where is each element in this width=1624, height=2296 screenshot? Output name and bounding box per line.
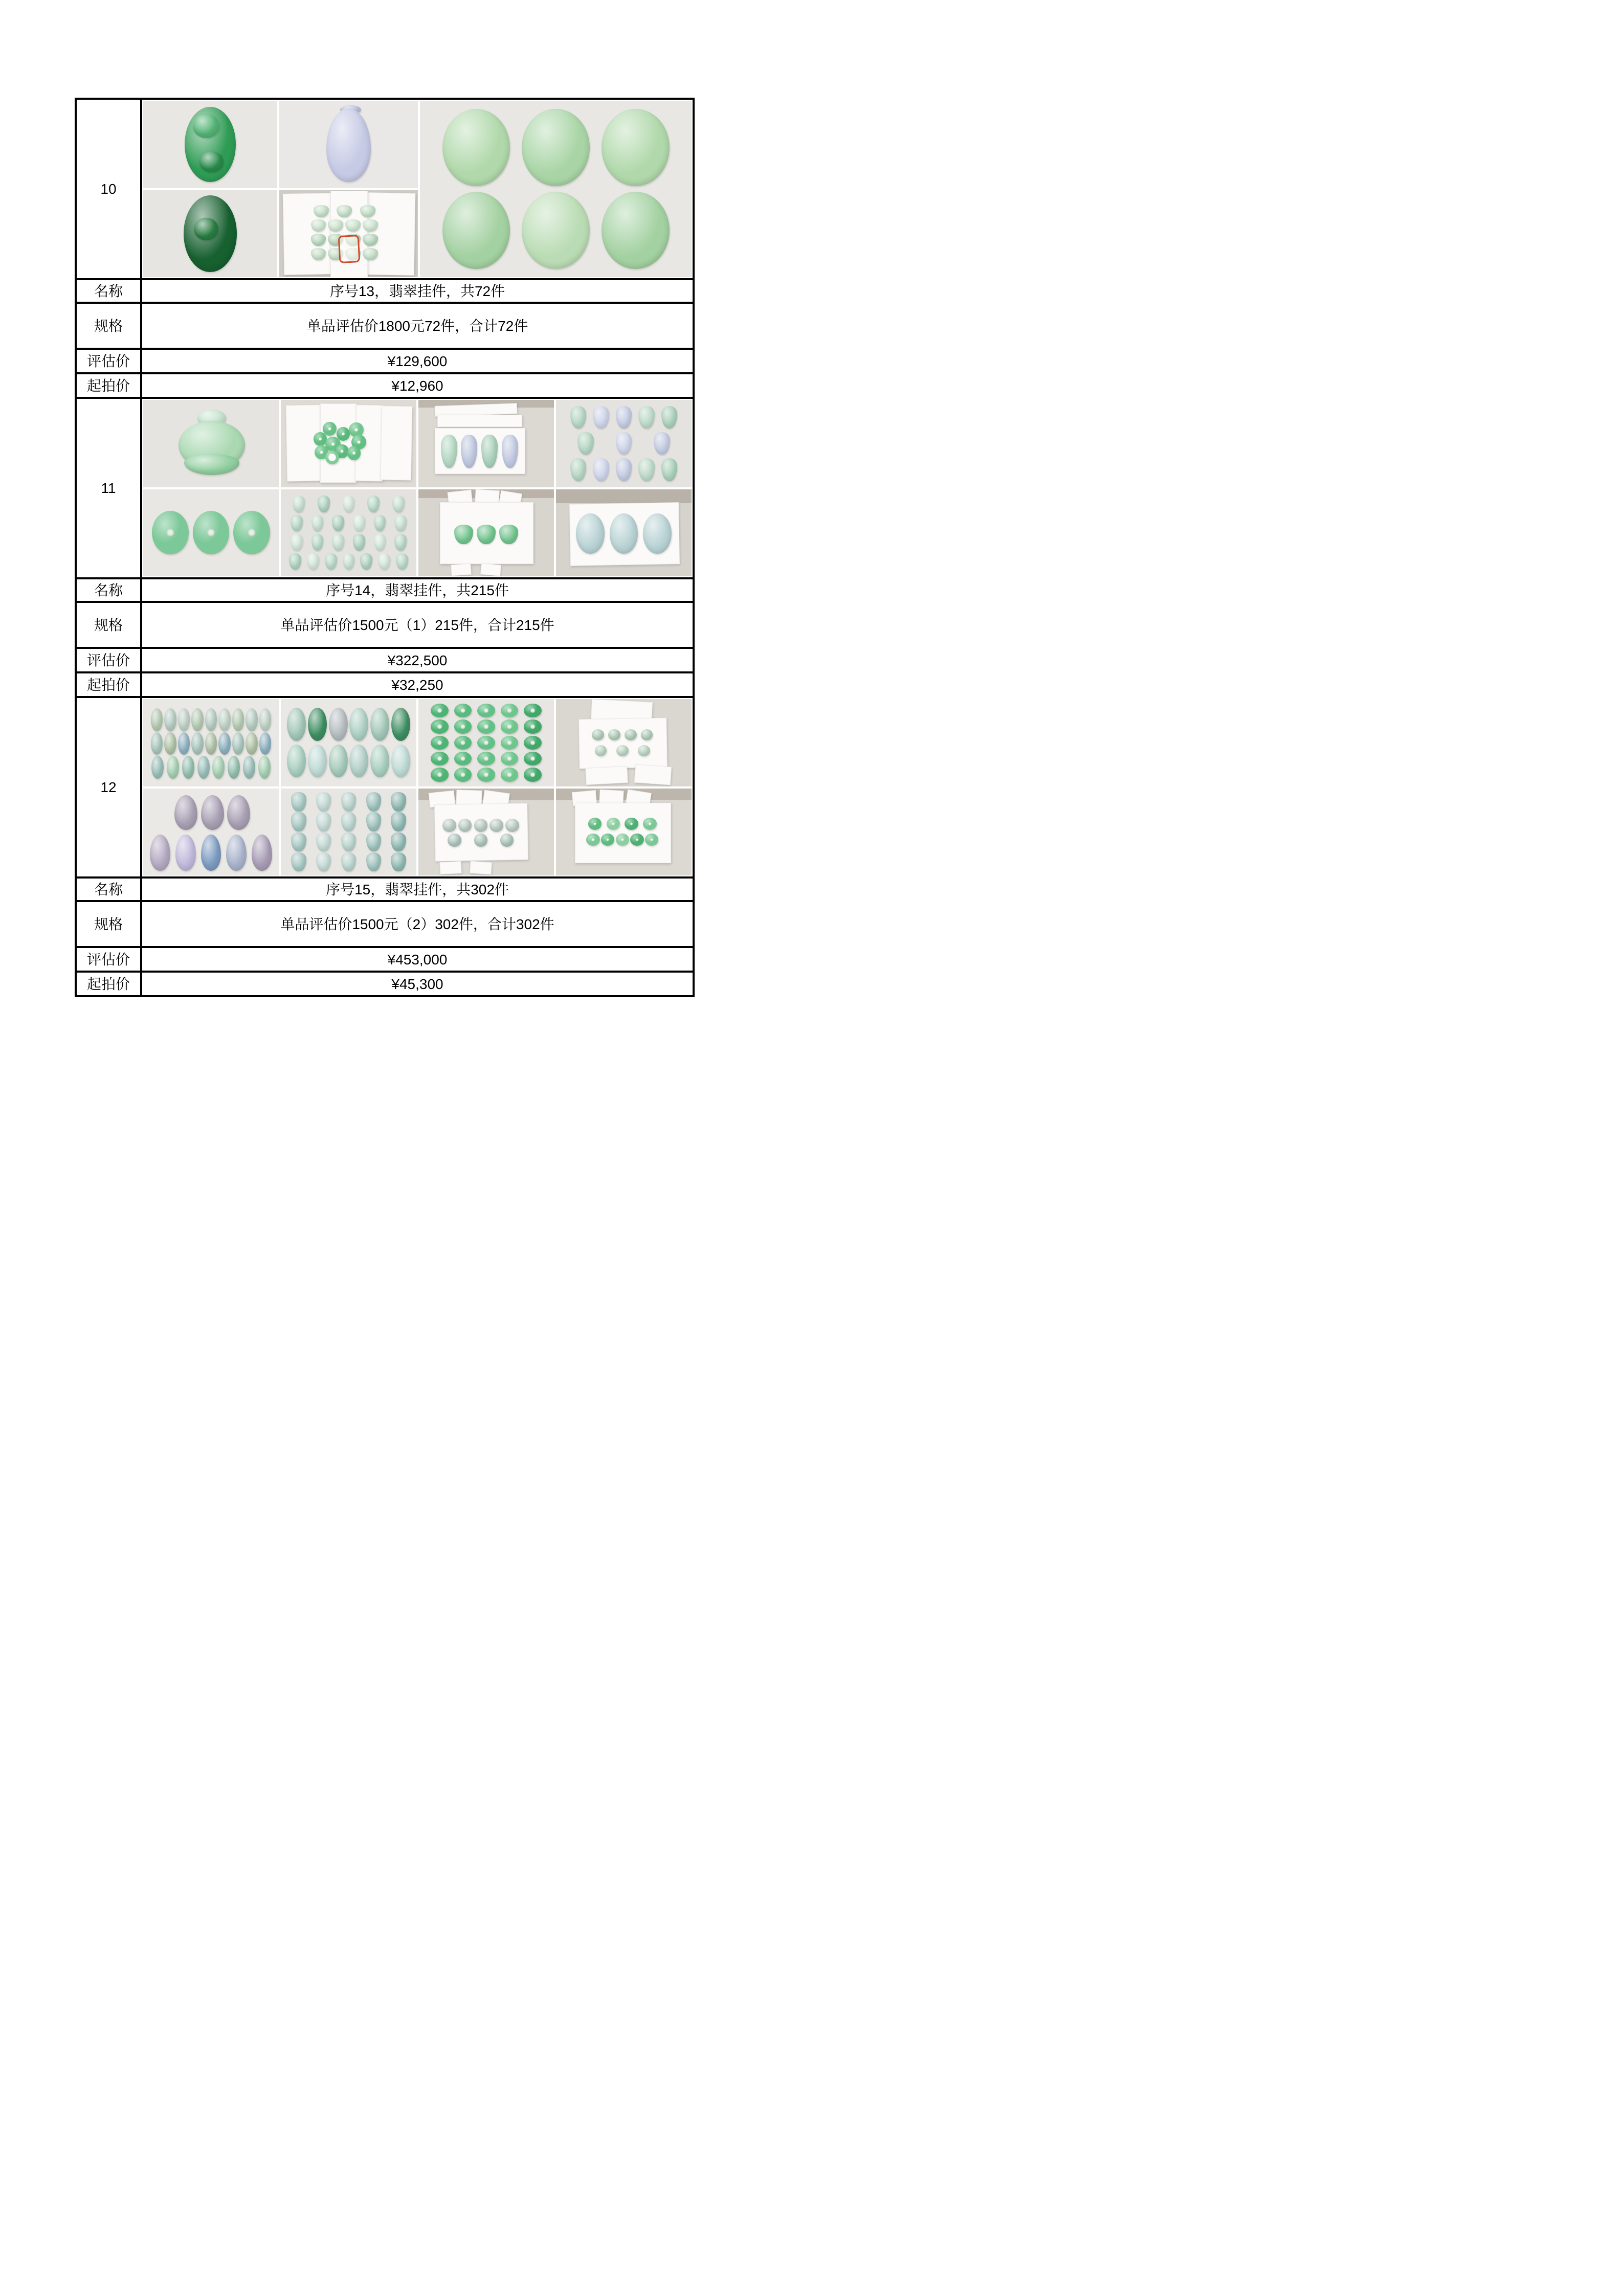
jade-piece-shape <box>370 745 389 778</box>
item-starting-price-row <box>76 672 694 697</box>
jade-piece-shape <box>661 458 678 481</box>
jade-piece-shape <box>586 834 600 846</box>
paper-prop-shape <box>283 193 335 275</box>
document-page <box>0 0 812 1149</box>
jade-piece-shape <box>347 446 361 460</box>
jade-piece-shape <box>638 406 655 429</box>
photo-boxed-jade-buddha-lot <box>278 189 419 279</box>
jade-piece-shape <box>643 818 657 830</box>
jade-piece-shape <box>394 534 407 550</box>
item-starting-price-row <box>76 373 694 398</box>
jade-piece-shape <box>391 792 406 812</box>
jade-piece-shape <box>205 732 217 755</box>
jade-piece-shape <box>360 553 372 570</box>
jade-piece-shape <box>643 513 672 553</box>
jade-piece-shape <box>625 729 637 740</box>
jade-piece-shape <box>448 834 461 847</box>
jade-piece-shape <box>522 109 590 187</box>
jade-piece-shape <box>151 708 163 731</box>
photo-lavender-jade-pendant <box>278 100 419 189</box>
photo-jade-discs-on-envelopes <box>280 399 417 488</box>
item-spec-value: 单品评估价1500元（2）302件，合计302件 <box>141 901 694 947</box>
jade-piece-shape <box>474 834 488 847</box>
jade-piece-shape <box>243 756 255 778</box>
photo-boxed-small-jade-pieces <box>555 698 693 787</box>
jade-piece-shape <box>308 708 327 741</box>
jade-piece-shape <box>608 729 620 740</box>
jade-piece-shape <box>501 768 518 781</box>
photo-many-small-gourds <box>280 488 417 578</box>
shadow-shape <box>556 489 692 503</box>
item-photos-row <box>76 398 694 578</box>
jade-piece-shape <box>291 515 303 531</box>
item-starting-price-row <box>76 972 694 996</box>
paper-prop-shape <box>440 861 462 874</box>
jade-piece-shape <box>442 192 510 269</box>
jade-piece-shape <box>645 834 659 846</box>
field-label-spec: 规格 <box>76 901 141 947</box>
jade-piece-shape <box>374 534 386 550</box>
jade-piece-shape <box>151 756 164 778</box>
jade-piece-shape <box>477 704 495 717</box>
jade-piece-shape <box>616 834 630 846</box>
jade-piece-shape <box>184 454 240 475</box>
jade-piece-shape <box>174 795 197 830</box>
photo-carved-gourd-lot <box>280 787 417 877</box>
jade-piece-shape <box>201 795 224 830</box>
jade-piece-shape <box>175 835 196 871</box>
jade-piece-shape <box>522 192 590 269</box>
item-appraisal-row <box>76 349 694 373</box>
jade-piece-shape <box>353 515 365 531</box>
jade-piece-shape <box>349 745 368 778</box>
jade-piece-shape <box>218 708 231 731</box>
item-name-value: 序号15，翡翠挂件，共302件 <box>141 877 694 901</box>
item-photo-collage <box>142 100 693 278</box>
item-spec-row <box>76 901 694 947</box>
item-row-number: 12 <box>76 697 141 877</box>
jade-piece-shape <box>228 756 240 778</box>
photo-jade-cabochon-lot <box>142 698 280 787</box>
jade-piece-shape <box>341 792 356 812</box>
item-appraisal-value: ¥453,000 <box>141 947 694 972</box>
jade-piece-shape <box>391 745 410 778</box>
jade-piece-shape <box>593 458 609 481</box>
paper-prop-shape <box>470 861 492 874</box>
jade-piece-shape <box>191 732 204 755</box>
item-appraisal-row <box>76 648 694 672</box>
jade-piece-shape <box>316 792 331 812</box>
jade-piece-shape <box>477 752 495 766</box>
jade-piece-shape <box>349 708 368 741</box>
jade-piece-shape <box>353 534 365 550</box>
jade-piece-shape <box>610 513 638 553</box>
jade-piece-shape <box>291 534 303 550</box>
jade-piece-shape <box>164 732 176 755</box>
jade-piece-shape <box>431 719 448 733</box>
jade-piece-shape <box>178 732 190 755</box>
jade-piece-shape <box>197 756 210 778</box>
item-spec-row <box>76 303 694 349</box>
paper-prop-shape <box>451 564 472 576</box>
jade-piece-shape <box>258 756 271 778</box>
field-label-appraisal: 评估价 <box>76 349 141 373</box>
jade-piece-shape <box>291 832 306 852</box>
item-appraisal-value: ¥322,500 <box>141 648 694 672</box>
jade-piece-shape <box>501 752 518 766</box>
photo-jade-egg-cabochons <box>280 698 417 787</box>
field-label-starting: 起拍价 <box>76 672 141 697</box>
item-appraisal-row <box>76 947 694 972</box>
jade-piece-shape <box>616 745 629 756</box>
item-photo-collage <box>142 399 693 577</box>
field-label-name: 名称 <box>76 877 141 901</box>
item-name-row <box>76 578 694 602</box>
jade-piece-shape <box>524 768 541 781</box>
paper-prop-shape <box>480 563 501 576</box>
photo-bagged-gourd-pendants <box>417 399 555 488</box>
paper-prop-shape <box>599 790 624 805</box>
item-photo-collage-cell <box>141 99 694 279</box>
field-label-spec: 规格 <box>76 303 141 349</box>
photo-bagged-three-pale-pendants <box>555 488 693 578</box>
jade-piece-shape <box>227 795 250 830</box>
jade-piece-shape <box>325 553 337 570</box>
paper-prop-shape <box>585 766 628 785</box>
jade-piece-shape <box>570 406 587 429</box>
jade-piece-shape <box>201 835 221 871</box>
jade-piece-shape <box>602 192 670 269</box>
photo-jade-buddha-pendant <box>142 399 280 488</box>
jade-piece-shape <box>316 812 331 831</box>
item-row-number: 10 <box>76 99 141 279</box>
jade-piece-shape <box>524 736 541 750</box>
jade-piece-shape <box>312 515 324 531</box>
jade-piece-shape <box>307 553 319 570</box>
paper-prop-shape <box>634 764 672 785</box>
jade-piece-shape <box>394 515 407 531</box>
item-spec-value: 单品评估价1800元72件，合计72件 <box>141 303 694 349</box>
photo-green-jade-discs-grid <box>417 698 555 787</box>
jade-piece-shape <box>341 832 356 852</box>
jade-piece-shape <box>500 834 514 847</box>
item-starting-price-value: ¥45,300 <box>141 972 694 996</box>
jade-piece-shape <box>391 852 406 872</box>
jade-piece-shape <box>524 752 541 766</box>
jade-piece-shape <box>458 819 472 832</box>
jade-piece-shape <box>577 432 594 455</box>
item-name-value: 序号13，翡翠挂件，共72件 <box>141 279 694 303</box>
jade-piece-shape <box>366 792 381 812</box>
jade-piece-shape <box>654 432 670 455</box>
jade-piece-shape <box>246 732 258 755</box>
jade-piece-shape <box>661 406 678 429</box>
jade-piece-shape <box>232 732 244 755</box>
jade-piece-shape <box>431 704 448 717</box>
field-label-name: 名称 <box>76 578 141 602</box>
red-outline-box-shape <box>338 235 361 263</box>
jade-piece-shape <box>442 109 510 187</box>
item-photo-collage <box>142 698 693 876</box>
jade-piece-shape <box>477 768 495 781</box>
jade-piece-shape <box>318 496 330 512</box>
jade-piece-shape <box>431 768 448 781</box>
item-appraisal-value: ¥129,600 <box>141 349 694 373</box>
jade-piece-shape <box>259 732 272 755</box>
jade-piece-shape <box>593 406 609 429</box>
field-label-starting: 起拍价 <box>76 373 141 398</box>
jade-piece-shape <box>477 736 495 750</box>
jade-piece-shape <box>287 745 306 778</box>
jade-piece-shape <box>442 819 456 832</box>
jade-piece-shape <box>343 496 355 512</box>
jade-piece-shape <box>501 719 518 733</box>
photo-green-jade-pendant <box>142 100 278 189</box>
auction-items-table <box>75 98 695 997</box>
jade-piece-shape <box>454 704 472 717</box>
jade-piece-shape <box>454 752 472 766</box>
jade-piece-shape <box>501 736 518 750</box>
jade-piece-shape <box>341 812 356 831</box>
paper-prop-shape <box>434 803 528 862</box>
paper-prop-shape <box>381 406 413 480</box>
jade-piece-shape <box>367 496 380 512</box>
jade-piece-shape <box>291 792 306 812</box>
jade-piece-shape <box>524 704 541 717</box>
jade-piece-shape <box>252 835 272 871</box>
field-label-spec: 规格 <box>76 602 141 648</box>
item-photos-row <box>76 99 694 279</box>
jade-piece-shape <box>477 719 495 733</box>
jade-piece-shape <box>246 708 258 731</box>
item-spec-value: 单品评估价1500元（1）215件，合计215件 <box>141 602 694 648</box>
jade-piece-shape <box>329 708 348 741</box>
jade-piece-shape <box>308 745 327 778</box>
jade-piece-shape <box>167 756 179 778</box>
jade-piece-shape <box>193 511 230 554</box>
photo-boxed-green-jade-discs <box>555 787 693 877</box>
jade-piece-shape <box>602 109 670 187</box>
paper-prop-shape <box>437 415 522 427</box>
jade-piece-shape <box>226 835 247 871</box>
jade-piece-shape <box>595 745 607 756</box>
paper-prop-shape <box>456 790 482 805</box>
jade-piece-shape <box>391 832 406 852</box>
jade-piece-shape <box>218 732 231 755</box>
item-photo-collage-cell <box>141 697 694 877</box>
jade-piece-shape <box>378 553 390 570</box>
item-name-row <box>76 877 694 901</box>
jade-piece-shape <box>366 832 381 852</box>
jade-piece-shape <box>199 151 224 172</box>
jade-piece-shape <box>316 852 331 872</box>
item-row-number: 11 <box>76 398 141 578</box>
jade-piece-shape <box>370 708 389 741</box>
jade-piece-shape <box>233 511 270 554</box>
jade-piece-shape <box>323 422 337 436</box>
photo-three-jade-discs <box>142 488 280 578</box>
jade-piece-shape <box>638 458 655 481</box>
photo-boxed-pale-jade-pieces <box>417 787 555 877</box>
jade-piece-shape <box>193 114 219 139</box>
jade-piece-shape <box>152 511 189 554</box>
jade-piece-shape <box>505 819 519 832</box>
item-name-value: 序号14，翡翠挂件，共215件 <box>141 578 694 602</box>
jade-piece-shape <box>616 432 632 455</box>
jade-piece-shape <box>454 719 472 733</box>
jade-piece-shape <box>441 435 457 468</box>
jade-piece-shape <box>374 515 386 531</box>
item-starting-price-value: ¥12,960 <box>141 373 694 398</box>
jade-piece-shape <box>316 832 331 852</box>
jade-piece-shape <box>490 819 503 832</box>
jade-piece-shape <box>332 534 344 550</box>
photo-lavender-cabochons <box>142 787 280 877</box>
jade-piece-shape <box>454 736 472 750</box>
jade-piece-shape <box>291 852 306 872</box>
item-photo-collage-cell <box>141 398 694 578</box>
paper-prop-shape <box>579 717 667 769</box>
jade-piece-shape <box>454 768 472 781</box>
jade-piece-shape <box>501 704 518 717</box>
jade-piece-shape <box>392 496 405 512</box>
jade-piece-shape <box>332 515 344 531</box>
photo-six-carved-jade-pendants <box>419 100 693 278</box>
jade-piece-shape <box>396 553 408 570</box>
jade-piece-shape <box>341 852 356 872</box>
jade-piece-shape <box>205 708 217 731</box>
jade-piece-shape <box>194 218 218 240</box>
field-label-starting: 起拍价 <box>76 972 141 996</box>
field-label-appraisal: 评估价 <box>76 648 141 672</box>
jade-piece-shape <box>630 834 644 846</box>
jade-piece-shape <box>326 108 371 182</box>
jade-piece-shape <box>616 458 632 481</box>
jade-piece-shape <box>259 708 272 731</box>
jade-piece-shape <box>182 756 194 778</box>
field-label-appraisal: 评估价 <box>76 947 141 972</box>
jade-piece-shape <box>360 205 375 217</box>
jade-piece-shape <box>576 513 605 553</box>
jade-piece-shape <box>232 708 244 731</box>
jade-piece-shape <box>289 553 301 570</box>
jade-piece-shape <box>366 812 381 831</box>
jade-piece-shape <box>287 708 306 741</box>
jade-piece-shape <box>431 752 448 766</box>
photo-gourd-pendant-rows <box>555 399 693 488</box>
jade-piece-shape <box>164 708 176 731</box>
item-photos-row <box>76 697 694 877</box>
jade-piece-shape <box>312 534 324 550</box>
jade-piece-shape <box>431 736 448 750</box>
jade-piece-shape <box>151 732 163 755</box>
jade-piece-shape <box>293 496 305 512</box>
jade-piece-shape <box>592 729 604 740</box>
item-spec-row <box>76 602 694 648</box>
photo-dark-green-jade-pendant <box>142 189 278 279</box>
jade-piece-shape <box>616 406 632 429</box>
jade-piece-shape <box>329 745 348 778</box>
jade-piece-shape <box>178 708 190 731</box>
jade-piece-shape <box>343 553 355 570</box>
jade-piece-shape <box>474 819 488 832</box>
jade-piece-shape <box>391 708 410 741</box>
item-name-row <box>76 279 694 303</box>
jade-piece-shape <box>325 451 339 464</box>
jade-piece-shape <box>150 835 170 871</box>
jade-piece-shape <box>212 756 225 778</box>
jade-piece-shape <box>291 812 306 831</box>
jade-piece-shape <box>524 719 541 733</box>
field-label-name: 名称 <box>76 279 141 303</box>
item-starting-price-value: ¥32,250 <box>141 672 694 697</box>
photo-boxed-three-green-pendants <box>417 488 555 578</box>
jade-piece-shape <box>391 812 406 831</box>
jade-piece-shape <box>366 852 381 872</box>
jade-piece-shape <box>191 708 204 731</box>
jade-piece-shape <box>638 745 650 756</box>
jade-piece-shape <box>570 458 587 481</box>
